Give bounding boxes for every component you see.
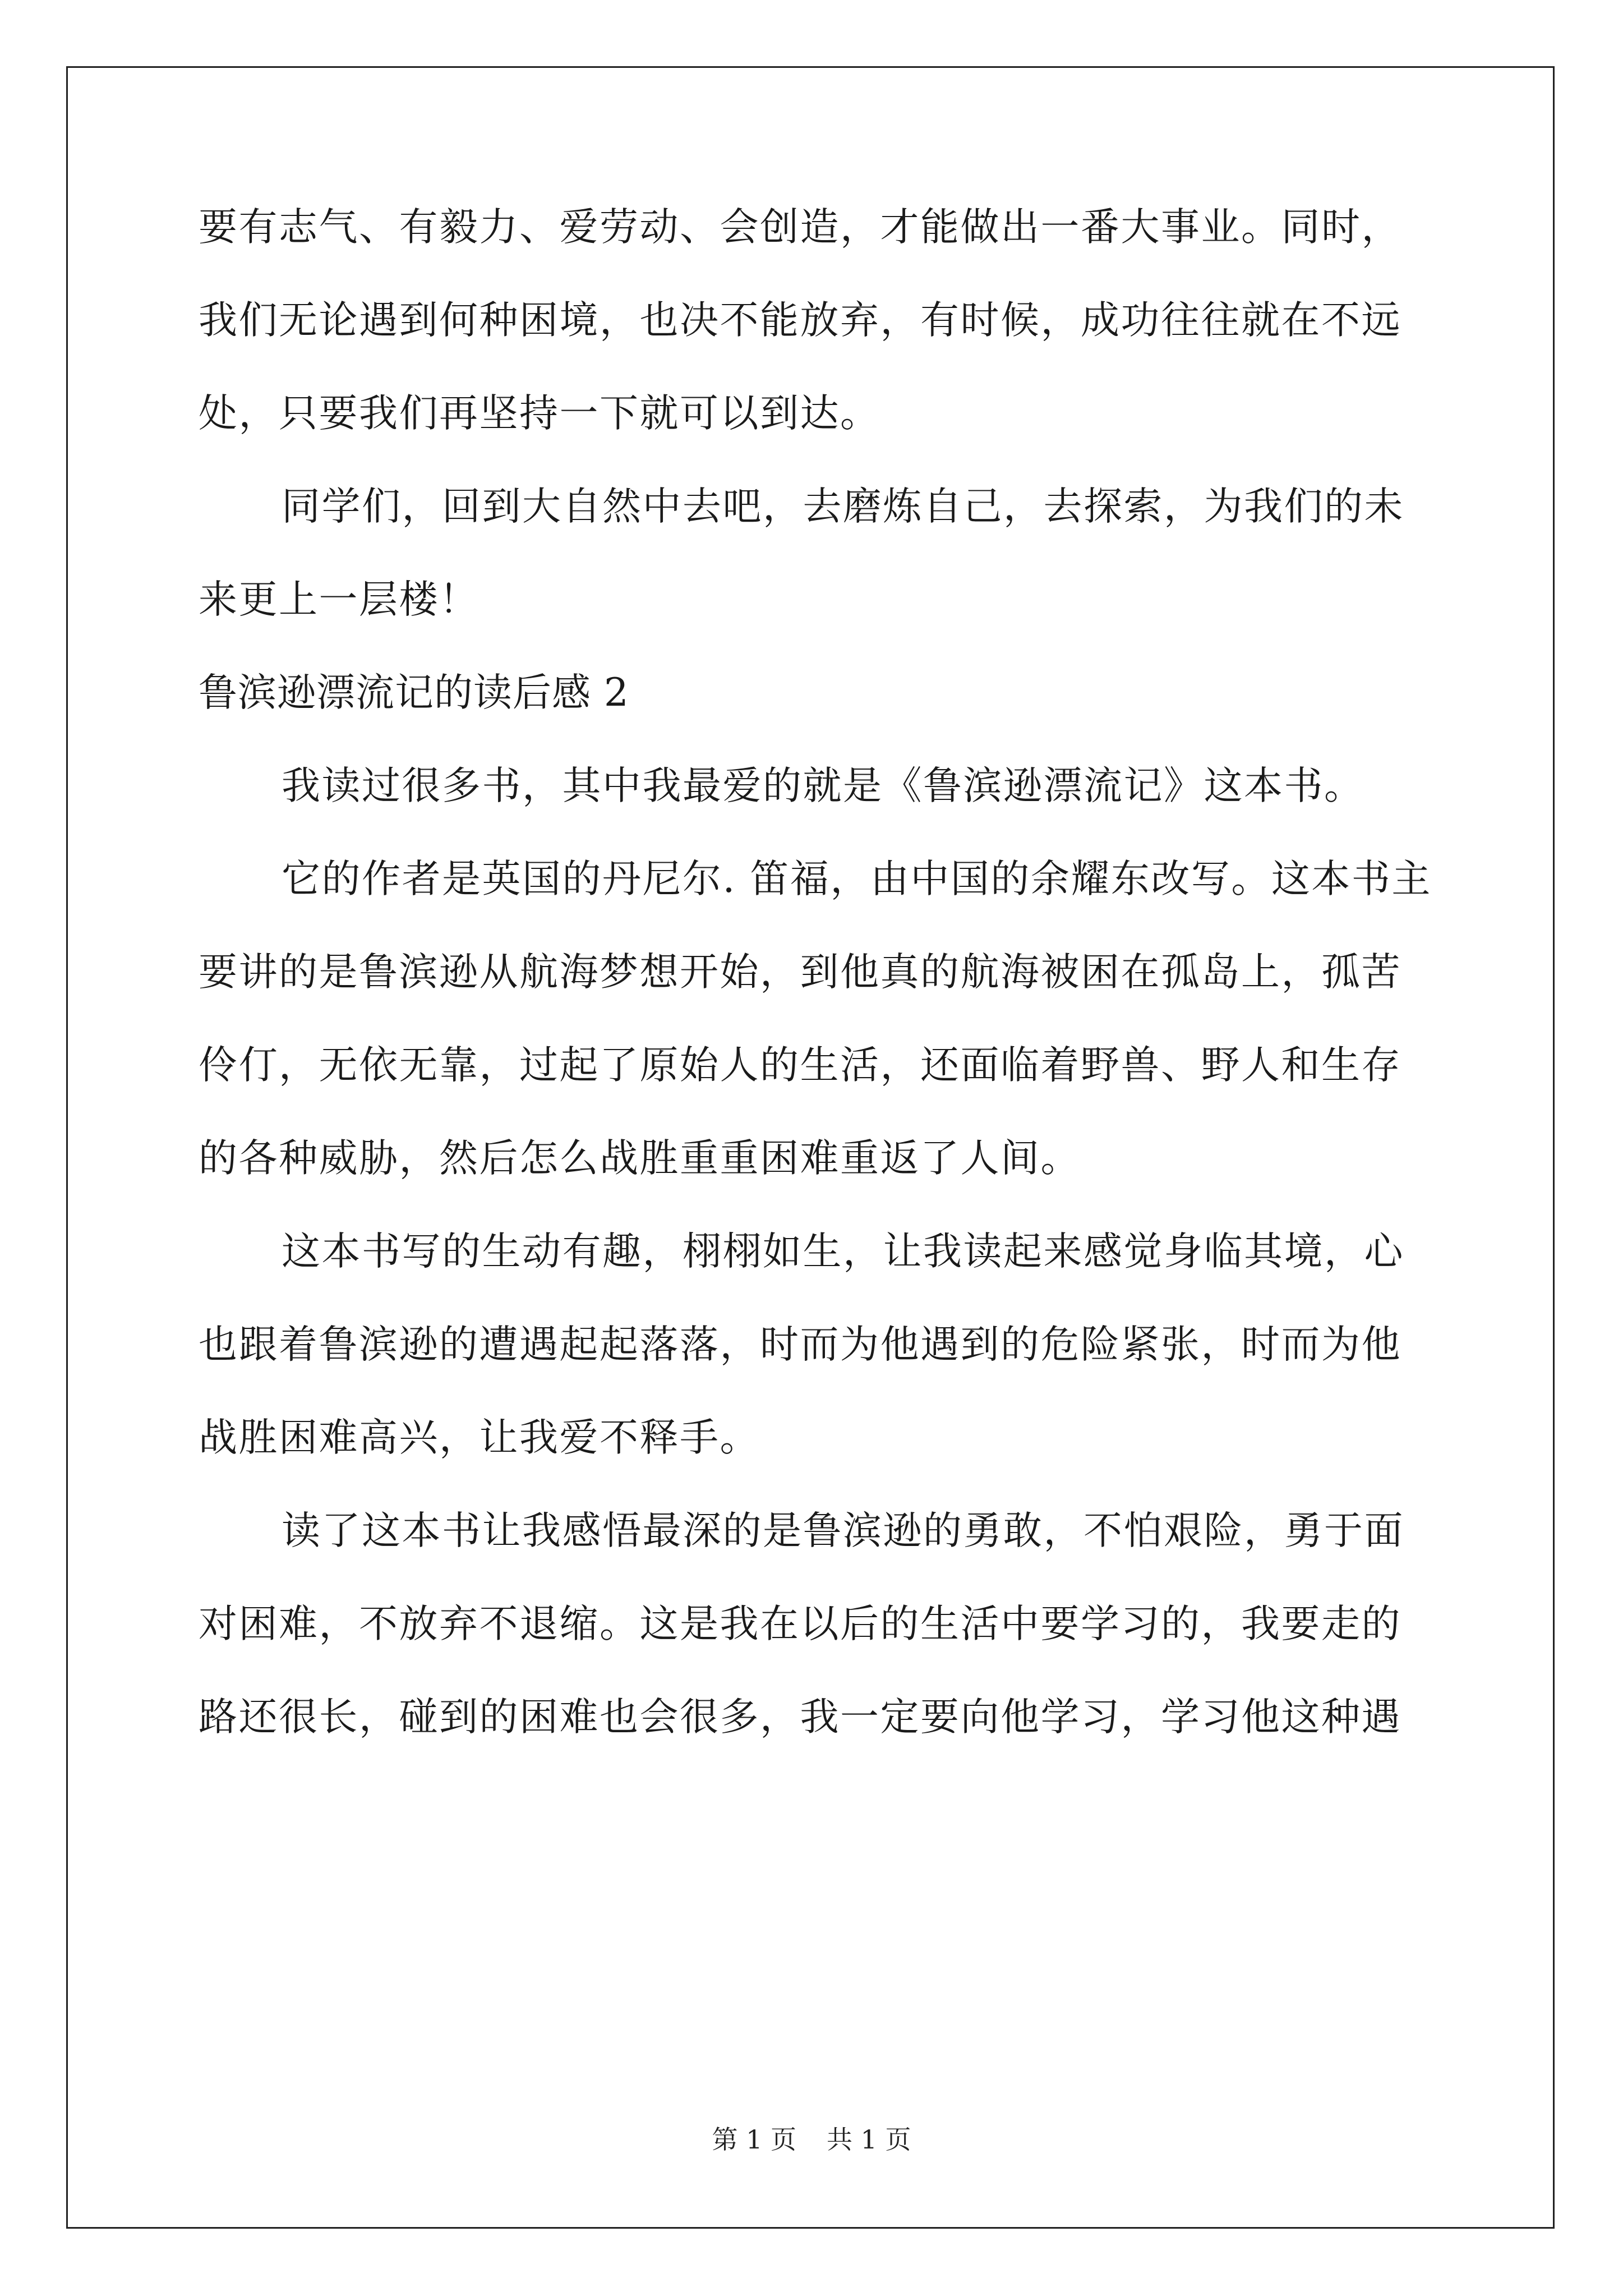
text-line: 我们无论遇到何种困境，也决不能放弃，有时候，成功往往就在不远: [199, 298, 1401, 343]
text-line: 处，只要我们再坚持一下就可以到达。: [199, 391, 880, 436]
page-number: 第 1 页: [712, 2124, 796, 2155]
text-line: 的各种威胁，然后怎么战胜重重困难重返了人间。: [199, 1136, 1081, 1181]
text-line: 也跟着鲁滨逊的遭遇起起落落，时而为他遇到的危险紧张，时而为他: [199, 1322, 1401, 1367]
paragraph-first-line: 我读过很多书，其中我最爱的就是《鲁滨逊漂流记》这本书。: [282, 763, 1364, 808]
paragraph-first-line: 它的作者是英国的丹尼尔. 笛福，由中国的余耀东改写。这本书主: [282, 857, 1432, 901]
paragraph-first-line: 这本书写的生动有趣，栩栩如生，让我读起来感觉身临其境，心: [282, 1229, 1404, 1274]
text-line: 要讲的是鲁滨逊从航海梦想开始，到他真的航海被困在孤岛上，孤苦: [199, 950, 1401, 995]
paragraph-first-line: 同学们，回到大自然中去吧，去磨炼自己，去探索，为我们的未: [282, 484, 1404, 529]
text-line: 路还很长，碰到的困难也会很多，我一定要向他学习，学习他这种遇: [199, 1695, 1401, 1740]
text-line: 对困难，不放弃不退缩。这是我在以后的生活中要学习的，我要走的: [199, 1602, 1401, 1646]
text-line: 来更上一层楼！: [199, 577, 479, 622]
text-line: 伶仃，无依无靠，过起了原始人的生活，还面临着野兽、野人和生存: [199, 1043, 1401, 1088]
paragraph-first-line: 读了这本书让我感悟最深的是鲁滨逊的勇敢，不怕艰险，勇于面: [282, 1508, 1404, 1553]
page-footer: [0, 2124, 1623, 2155]
text-line: 要有志气、有毅力、爱劳动、会创造，才能做出一番大事业。同时，: [199, 205, 1401, 250]
section-heading: 鲁滨逊漂流记的读后感 2: [199, 670, 629, 715]
page-count: 共 1 页: [827, 2124, 911, 2155]
text-line: 战胜困难高兴，让我爱不释手。: [199, 1415, 760, 1460]
